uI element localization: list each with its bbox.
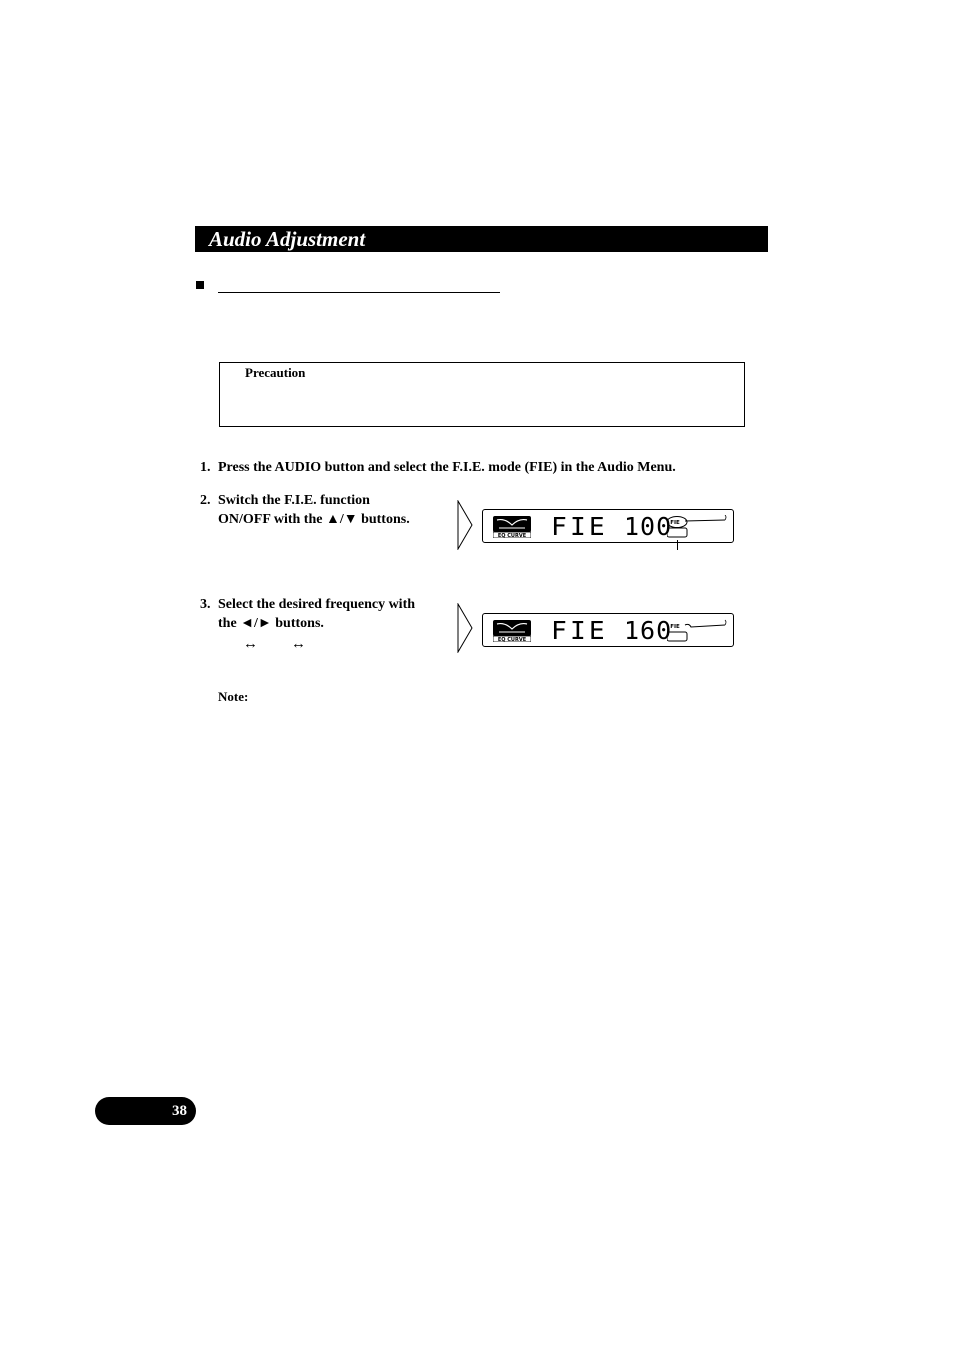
step-1 <box>200 458 760 478</box>
left-right-arrow-icon: ↔ <box>243 636 258 652</box>
lcd-indicator-label: FIE <box>670 624 680 630</box>
step-number: 2. <box>200 493 211 508</box>
precaution-label: Precaution <box>245 365 306 380</box>
lcd-mode-text: FIE <box>551 616 608 645</box>
precaution-box <box>219 362 745 427</box>
page-number-pill <box>95 1097 196 1125</box>
note-label: Note: <box>218 689 249 704</box>
step-number: 3. <box>200 597 211 612</box>
lcd-badge-label: EQ CURVE <box>497 637 527 642</box>
step-number: 1. <box>200 460 211 475</box>
eq-curve-badge-icon <box>493 620 531 642</box>
step-text-line: Switch the F.I.E. function <box>218 493 370 508</box>
fie-indicator-icon <box>667 515 729 539</box>
lcd-display <box>482 613 734 647</box>
callout-leader-line <box>677 540 678 550</box>
lcd-mode-text: FIE <box>551 512 608 541</box>
section-title: Audio Adjustment <box>209 227 366 251</box>
lcd-frequency-value: 100 <box>624 512 673 541</box>
pointer-chevron-icon <box>457 603 473 653</box>
step-3 <box>200 595 450 635</box>
step-text-line: the ◄/► buttons. <box>218 616 324 631</box>
lcd-indicator-label: FIE <box>670 520 680 526</box>
step-text-line: ON/OFF with the ▲/▼ buttons. <box>218 512 410 527</box>
square-bullet-icon <box>196 281 204 289</box>
step-text-line: Select the desired frequency with <box>218 597 416 612</box>
step-2 <box>200 491 450 531</box>
subsection-heading-rule <box>218 292 500 293</box>
pointer-chevron-icon <box>457 500 473 550</box>
lcd-badge-label: EQ CURVE <box>497 533 527 538</box>
section-banner <box>195 226 768 252</box>
step-text-line: Press the AUDIO button and select the F.I.E. mode (FIE) in the Audio Menu. <box>218 460 676 475</box>
page-number: 38 <box>172 1103 187 1119</box>
eq-curve-badge-icon <box>493 516 531 538</box>
fie-indicator-icon <box>667 619 729 643</box>
lcd-display <box>482 509 734 543</box>
left-right-arrow-icon: ↔ <box>291 636 306 652</box>
lcd-frequency-value: 160 <box>624 616 673 645</box>
